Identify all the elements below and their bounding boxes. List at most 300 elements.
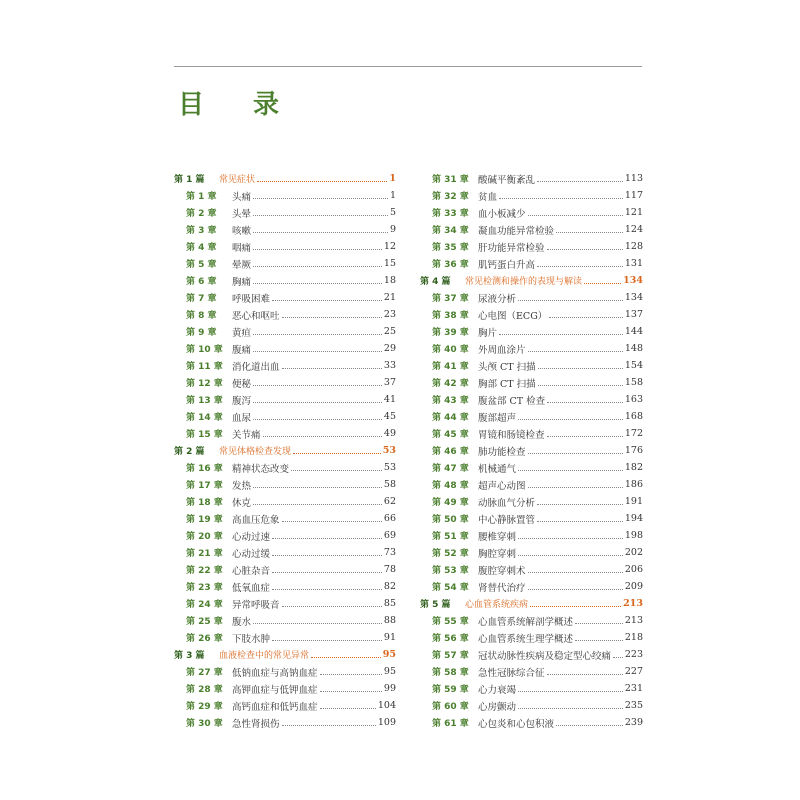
toc-chapter-entry (174, 459, 396, 476)
toc-entry-number: 第 37 章 (432, 294, 469, 304)
toc-entry-page: 69 (383, 530, 396, 541)
toc-entry-page: 194 (624, 513, 643, 524)
toc-entry-page: 137 (624, 309, 643, 320)
toc-dot-leader (253, 197, 388, 199)
toc-entry-number: 第 3 篇 (174, 651, 205, 661)
toc-entry-page: 73 (383, 547, 396, 558)
toc-entry-title: 心血管系统生理学概述 (478, 633, 574, 645)
toc-entry-page: 78 (383, 564, 396, 575)
toc-chapter-entry (420, 561, 643, 578)
toc-entry-number: 第 16 章 (186, 464, 223, 474)
toc-entry-page: 37 (383, 377, 396, 388)
toc-entry-page: 131 (624, 258, 643, 269)
toc-chapter-entry (174, 408, 396, 425)
toc-entry-number: 第 58 章 (432, 668, 469, 678)
toc-entry-page: 134 (624, 292, 643, 303)
toc-entry-title: 高血压危象 (232, 514, 280, 526)
toc-entry-page: 18 (383, 275, 396, 286)
toc-entry-title: 酸碱平衡紊乱 (478, 174, 536, 186)
toc-entry-title: 晕厥 (232, 259, 252, 271)
toc-chapter-entry (420, 170, 643, 187)
toc-entry-page: 5 (389, 207, 396, 218)
toc-dot-leader (499, 333, 623, 335)
toc-entry-title: 心房颤动 (478, 701, 517, 713)
toc-dot-leader (537, 503, 623, 505)
toc-chapter-entry (420, 442, 643, 459)
toc-chapter-entry (420, 663, 643, 680)
toc-chapter-entry (174, 187, 396, 204)
toc-entry-number: 第 25 章 (186, 617, 223, 627)
toc-dot-leader (282, 605, 382, 607)
toc-entry-number: 第 42 章 (432, 379, 469, 389)
toc-dot-leader (538, 367, 623, 369)
toc-chapter-entry (420, 306, 643, 323)
toc-entry-title: 机械通气 (478, 463, 517, 475)
toc-entry-title: 黄疸 (232, 327, 252, 339)
toc-entry-page: 206 (624, 564, 643, 575)
toc-chapter-entry (174, 714, 396, 731)
toc-chapter-entry (420, 340, 643, 357)
toc-entry-title: 关节痛 (232, 429, 261, 441)
toc-entry-number: 第 6 章 (186, 277, 217, 287)
toc-chapter-entry (420, 204, 643, 221)
toc-chapter-entry (174, 629, 396, 646)
toc-entry-page: 239 (624, 717, 643, 728)
toc-chapter-entry (420, 289, 643, 306)
toc-entry-number: 第 13 章 (186, 396, 223, 406)
toc-entry-title: 胸腔穿刺 (478, 548, 517, 560)
toc-dot-leader (537, 520, 623, 522)
toc-entry-page: 82 (383, 581, 396, 592)
toc-dot-leader (253, 265, 382, 267)
toc-entry-title: 超声心动图 (478, 480, 526, 492)
toc-entry-number: 第 28 章 (186, 685, 223, 695)
toc-dot-leader (282, 367, 382, 369)
toc-entry-title: 肝功能异常检验 (478, 242, 545, 254)
toc-chapter-entry (420, 544, 643, 561)
toc-entry-title: 冠状动脉性疾病及稳定型心绞痛 (478, 650, 612, 662)
toc-entry-number: 第 30 章 (186, 719, 223, 729)
toc-entry-number: 第 56 章 (432, 634, 469, 644)
toc-chapter-entry (174, 476, 396, 493)
toc-entry-number: 第 14 章 (186, 413, 223, 423)
toc-chapter-entry (174, 238, 396, 255)
toc-dot-leader (575, 622, 623, 624)
toc-entry-title: 心力衰竭 (478, 684, 517, 696)
toc-entry-number: 第 31 章 (432, 175, 469, 185)
toc-entry-title: 常见症状 (219, 175, 256, 185)
toc-chapter-entry (174, 323, 396, 340)
toc-entry-title: 呼吸困难 (232, 293, 271, 305)
toc-entry-title: 心血管系统解剖学概述 (478, 616, 574, 628)
toc-dot-leader (253, 401, 382, 403)
toc-chapter-entry (420, 629, 643, 646)
toc-entry-page: 117 (624, 190, 643, 201)
toc-chapter-entry (174, 391, 396, 408)
toc-dot-leader (528, 571, 623, 573)
toc-dot-leader (263, 435, 382, 437)
toc-dot-leader (291, 469, 382, 471)
toc-entry-title: 胸痛 (232, 276, 252, 288)
toc-chapter-entry (420, 459, 643, 476)
toc-chapter-entry (174, 357, 396, 374)
toc-entry-page: 88 (383, 615, 396, 626)
toc-entry-page: 66 (383, 513, 396, 524)
toc-entry-page: 109 (377, 717, 396, 728)
toc-entry-page: 158 (624, 377, 643, 388)
toc-entry-number: 第 38 章 (432, 311, 469, 321)
toc-entry-page: 29 (383, 343, 396, 354)
toc-chapter-entry (420, 680, 643, 697)
toc-entry-title: 急性冠脉综合征 (478, 667, 545, 679)
toc-chapter-entry (174, 578, 396, 595)
toc-entry-title: 头颅 CT 扫描 (478, 361, 536, 373)
toc-chapter-entry (174, 697, 396, 714)
toc-chapter-entry (420, 425, 643, 442)
toc-entry-page: 223 (624, 649, 643, 660)
toc-entry-page: 113 (624, 173, 643, 184)
toc-dot-leader (253, 350, 382, 352)
toc-chapter-entry (420, 527, 643, 544)
toc-dot-leader (253, 333, 382, 335)
toc-entry-page: 235 (624, 700, 643, 711)
toc-entry-page: 23 (383, 309, 396, 320)
toc-dot-leader (538, 384, 623, 386)
toc-dot-leader (272, 571, 382, 573)
toc-entry-number: 第 9 章 (186, 328, 217, 338)
toc-entry-page: 227 (624, 666, 643, 677)
toc-entry-title: 腹盆部 CT 检查 (478, 395, 546, 407)
toc-dot-leader (272, 588, 382, 590)
toc-entry-title: 尿液分析 (478, 293, 517, 305)
toc-dot-leader (518, 707, 623, 709)
toc-chapter-entry (174, 272, 396, 289)
toc-entry-page: 49 (383, 428, 396, 439)
toc-entry-page: 124 (624, 224, 643, 235)
toc-dot-leader (549, 316, 623, 318)
toc-entry-number: 第 4 章 (186, 243, 217, 253)
toc-chapter-entry (420, 646, 643, 663)
toc-entry-page: 95 (382, 649, 396, 660)
toc-entry-page: 53 (383, 462, 396, 473)
toc-dot-leader (556, 724, 623, 726)
toc-entry-number: 第 39 章 (432, 328, 469, 338)
toc-entry-number: 第 24 章 (186, 600, 223, 610)
toc-dot-leader (528, 588, 623, 590)
toc-entry-title: 腰椎穿刺 (478, 531, 517, 543)
toc-dot-leader (537, 180, 623, 182)
toc-chapter-entry (420, 476, 643, 493)
toc-entry-page: 172 (624, 428, 643, 439)
toc-dot-leader (282, 316, 382, 318)
toc-dot-leader (518, 690, 623, 692)
toc-dot-leader (320, 707, 376, 709)
toc-dot-leader (282, 724, 376, 726)
toc-chapter-entry (420, 255, 643, 272)
toc-entry-number: 第 59 章 (432, 685, 469, 695)
toc-entry-number: 第 41 章 (432, 362, 469, 372)
toc-entry-number: 第 53 章 (432, 566, 469, 576)
toc-entry-title: 心电图（ECG） (478, 310, 548, 322)
toc-entry-number: 第 47 章 (432, 464, 469, 474)
toc-dot-leader (311, 656, 381, 658)
toc-entry-page: 202 (624, 547, 643, 558)
toc-entry-page: 62 (383, 496, 396, 507)
toc-entry-number: 第 23 章 (186, 583, 223, 593)
toc-entry-page: 53 (382, 445, 396, 456)
toc-entry-title: 血小板减少 (478, 208, 526, 220)
toc-entry-page: 148 (624, 343, 643, 354)
toc-dot-leader (518, 554, 623, 556)
toc-chapter-entry (174, 221, 396, 238)
toc-entry-title: 心脏杂音 (232, 565, 271, 577)
toc-chapter-entry (420, 374, 643, 391)
toc-dot-leader (272, 554, 382, 556)
toc-entry-page: 182 (624, 462, 643, 473)
toc-entry-page: 213 (623, 598, 643, 609)
toc-entry-title: 咳嗽 (232, 225, 252, 237)
toc-dot-leader (556, 231, 623, 233)
toc-entry-number: 第 11 章 (186, 362, 223, 372)
toc-entry-title: 血液检查中的常见异常 (219, 651, 310, 661)
toc-entry-page: 209 (624, 581, 643, 592)
toc-entry-number: 第 54 章 (432, 583, 469, 593)
toc-dot-leader (272, 537, 382, 539)
toc-entry-number: 第 61 章 (432, 719, 469, 729)
toc-chapter-entry (174, 255, 396, 272)
toc-chapter-entry (174, 340, 396, 357)
toc-entry-number: 第 55 章 (432, 617, 469, 627)
toc-entry-number: 第 2 篇 (174, 447, 205, 457)
toc-entry-page: 231 (624, 683, 643, 694)
toc-chapter-entry (174, 544, 396, 561)
toc-entry-number: 第 52 章 (432, 549, 469, 559)
toc-entry-number: 第 3 章 (186, 226, 217, 236)
toc-entry-page: 154 (624, 360, 643, 371)
toc-dot-leader (528, 452, 623, 454)
toc-entry-number: 第 43 章 (432, 396, 469, 406)
toc-entry-page: 191 (624, 496, 643, 507)
toc-chapter-entry (174, 680, 396, 697)
toc-entry-title: 贫血 (478, 191, 498, 203)
toc-dot-leader (518, 418, 623, 420)
toc-right-column (420, 170, 643, 731)
toc-entry-number: 第 17 章 (186, 481, 223, 491)
toc-entry-title: 低氧血症 (232, 582, 271, 594)
toc-entry-number: 第 45 章 (432, 430, 469, 440)
toc-entry-number: 第 32 章 (432, 192, 469, 202)
toc-entry-page: 198 (624, 530, 643, 541)
toc-entry-number: 第 57 章 (432, 651, 469, 661)
toc-entry-title: 血尿 (232, 412, 252, 424)
toc-dot-leader (518, 469, 623, 471)
toc-entry-title: 发热 (232, 480, 252, 492)
toc-entry-number: 第 60 章 (432, 702, 469, 712)
toc-entry-page: 1 (389, 173, 396, 184)
toc-chapter-entry (420, 578, 643, 595)
toc-entry-title: 心动过速 (232, 531, 271, 543)
top-rule (174, 66, 642, 67)
toc-chapter-entry (174, 306, 396, 323)
toc-chapter-entry (420, 238, 643, 255)
toc-entry-number: 第 1 章 (186, 192, 217, 202)
toc-entry-number: 第 19 章 (186, 515, 223, 525)
toc-entry-page: 99 (383, 683, 396, 694)
toc-chapter-entry (174, 561, 396, 578)
toc-entry-title: 腹痛 (232, 344, 252, 356)
toc-entry-number: 第 51 章 (432, 532, 469, 542)
toc-dot-leader (499, 197, 623, 199)
toc-entry-page: 85 (383, 598, 396, 609)
toc-entry-number: 第 35 章 (432, 243, 469, 253)
toc-entry-number: 第 5 篇 (420, 600, 451, 610)
toc-entry-number: 第 15 章 (186, 430, 223, 440)
toc-dot-leader (257, 180, 387, 182)
toc-entry-title: 胃镜和肠镜检查 (478, 429, 545, 441)
toc-dot-leader (253, 282, 382, 284)
toc-entry-title: 异常呼吸音 (232, 599, 280, 611)
toc-entry-number: 第 33 章 (432, 209, 469, 219)
toc-entry-page: 25 (383, 326, 396, 337)
toc-entry-number: 第 50 章 (432, 515, 469, 525)
toc-entry-number: 第 1 篇 (174, 175, 205, 185)
toc-entry-title: 头晕 (232, 208, 252, 220)
toc-entry-title: 胸部 CT 扫描 (478, 378, 536, 390)
toc-entry-number: 第 10 章 (186, 345, 223, 355)
toc-dot-leader (613, 656, 623, 658)
toc-entry-title: 高钙血症和低钙血症 (232, 701, 318, 713)
toc-entry-title: 心包炎和心包积液 (478, 718, 555, 730)
toc-entry-page: 9 (389, 224, 396, 235)
toc-entry-page: 15 (383, 258, 396, 269)
toc-entry-page: 128 (624, 241, 643, 252)
toc-entry-number: 第 40 章 (432, 345, 469, 355)
toc-part-entry (174, 442, 396, 459)
toc-chapter-entry (420, 221, 643, 238)
toc-dot-leader (528, 486, 623, 488)
toc-chapter-entry (174, 510, 396, 527)
toc-left-column (174, 170, 396, 731)
toc-dot-leader (518, 299, 623, 301)
toc-entry-page: 134 (623, 275, 643, 286)
toc-entry-number: 第 34 章 (432, 226, 469, 236)
toc-entry-title: 精神状态改变 (232, 463, 290, 475)
toc-entry-title: 胸片 (478, 327, 498, 339)
toc-entry-title: 心血管系统疾病 (465, 600, 529, 610)
toc-dot-leader (547, 673, 623, 675)
toc-chapter-entry (420, 714, 643, 731)
toc-entry-page: 33 (383, 360, 396, 371)
toc-entry-page: 95 (383, 666, 396, 677)
toc-entry-page: 41 (383, 394, 396, 405)
toc-chapter-entry (174, 527, 396, 544)
toc-entry-number: 第 49 章 (432, 498, 469, 508)
toc-entry-title: 腹泻 (232, 395, 252, 407)
toc-entry-title: 常见检测和操作的表现与解读 (465, 277, 583, 287)
toc-entry-title: 低钠血症与高钠血症 (232, 667, 318, 679)
toc-chapter-entry (174, 425, 396, 442)
toc-entry-title: 腹水 (232, 616, 252, 628)
toc-entry-title: 动脉血气分析 (478, 497, 536, 509)
toc-dot-leader (253, 214, 388, 216)
toc-dot-leader (253, 418, 382, 420)
toc-entry-number: 第 18 章 (186, 498, 223, 508)
toc-part-entry (420, 272, 643, 289)
toc-dot-leader (320, 673, 382, 675)
toc-entry-page: 1 (389, 190, 396, 201)
toc-chapter-entry (420, 408, 643, 425)
toc-chapter-entry (420, 510, 643, 527)
toc-dot-leader (518, 537, 623, 539)
toc-entry-number: 第 27 章 (186, 668, 223, 678)
toc-entry-page: 121 (624, 207, 643, 218)
toc-entry-title: 下肢水肿 (232, 633, 271, 645)
toc-entry-page: 91 (383, 632, 396, 643)
toc-chapter-entry (420, 323, 643, 340)
toc-chapter-entry (174, 612, 396, 629)
toc-entry-title: 肌钙蛋白升高 (478, 259, 536, 271)
toc-entry-number: 第 2 章 (186, 209, 217, 219)
toc-dot-leader (293, 452, 381, 454)
page-title: 目 录 (178, 90, 300, 120)
toc-dot-leader (575, 639, 623, 641)
toc-chapter-entry (420, 357, 643, 374)
toc-chapter-entry (174, 204, 396, 221)
toc-chapter-entry (420, 697, 643, 714)
toc-dot-leader (537, 265, 623, 267)
toc-dot-leader (253, 622, 382, 624)
toc-chapter-entry (174, 663, 396, 680)
toc-entry-number: 第 12 章 (186, 379, 223, 389)
toc-dot-leader (530, 605, 621, 607)
toc-dot-leader (528, 214, 623, 216)
toc-entry-number: 第 48 章 (432, 481, 469, 491)
toc-entry-page: 58 (383, 479, 396, 490)
toc-dot-leader (272, 639, 382, 641)
toc-dot-leader (547, 401, 623, 403)
toc-entry-page: 186 (624, 479, 643, 490)
toc-dot-leader (547, 248, 623, 250)
toc-dot-leader (253, 503, 382, 505)
toc-chapter-entry (174, 595, 396, 612)
toc-entry-title: 高钾血症与低钾血症 (232, 684, 318, 696)
toc-dot-leader (253, 231, 388, 233)
toc-entry-number: 第 46 章 (432, 447, 469, 457)
toc-entry-title: 休克 (232, 497, 252, 509)
toc-dot-leader (320, 690, 382, 692)
toc-entry-title: 便秘 (232, 378, 252, 390)
toc-chapter-entry (420, 187, 643, 204)
toc-entry-number: 第 8 章 (186, 311, 217, 321)
toc-entry-title: 腹腔穿刺术 (478, 565, 526, 577)
toc-entry-title: 急性肾损伤 (232, 718, 280, 730)
toc-entry-title: 肾替代治疗 (478, 582, 526, 594)
toc-entry-title: 肺功能检查 (478, 446, 526, 458)
toc-chapter-entry (420, 493, 643, 510)
toc-dot-leader (253, 248, 382, 250)
toc-dot-leader (253, 384, 382, 386)
toc-dot-leader (272, 299, 382, 301)
toc-entry-title: 中心静脉置管 (478, 514, 536, 526)
toc-entry-title: 外周血涂片 (478, 344, 526, 356)
toc-entry-page: 168 (624, 411, 643, 422)
toc-entry-number: 第 22 章 (186, 566, 223, 576)
toc-dot-leader (282, 520, 382, 522)
toc-entry-page: 176 (624, 445, 643, 456)
toc-entry-number: 第 20 章 (186, 532, 223, 542)
toc-entry-number: 第 29 章 (186, 702, 223, 712)
toc-entry-number: 第 44 章 (432, 413, 469, 423)
